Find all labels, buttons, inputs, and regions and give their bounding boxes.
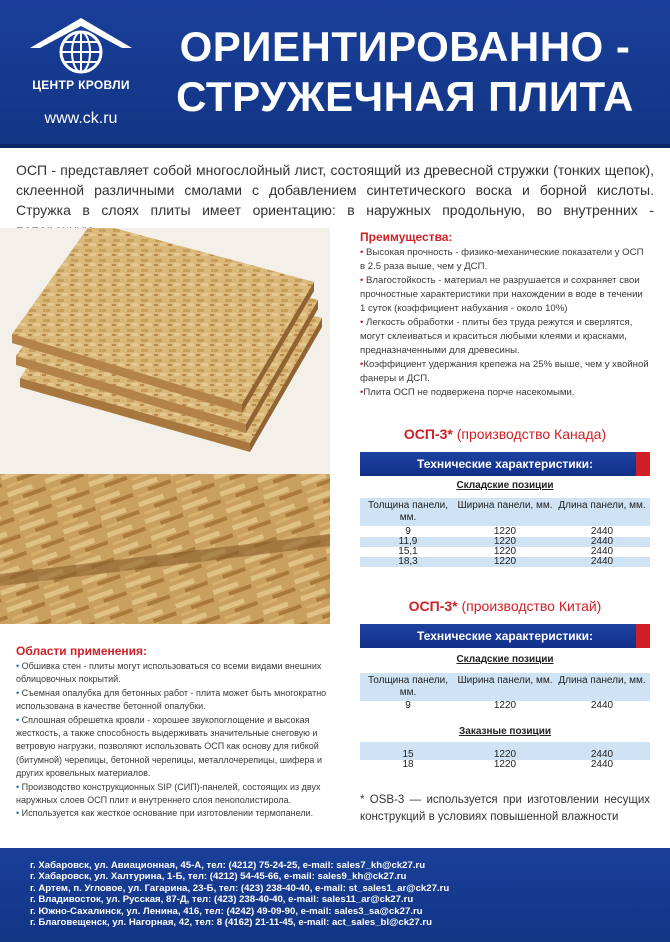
table-row: 9 1220 2440 xyxy=(405,526,614,537)
table-row: 11,9 1220 2440 xyxy=(360,537,650,547)
advantage-item: •Плита ОСП не подвержена порче насекомыми. xyxy=(360,387,575,398)
title-line-1: ОРИЕНТИРОВАННО - xyxy=(179,23,631,70)
china-table xyxy=(360,701,650,711)
advantage-item: • Влагостойкость - материал не разрушается и сохраняет свои прочностные характеристики при нахождении в воде в течении 1 суток (коэффициент набухания - около 10%) xyxy=(360,275,643,314)
table-row: 18,3 1220 2440 xyxy=(360,557,650,567)
logo-name: ЦЕНТР КРОВЛИ xyxy=(32,78,130,92)
osb-boards-photo xyxy=(0,228,330,474)
contact-line: г. Благовещенск, ул. Нагорная, 42, тел: 8 (4162) 21-11-45, e-mail: act_sales_bl@ck27.ru xyxy=(30,917,432,929)
contact-line: г. Хабаровск, ул. Халтурина, 1-Б, тел: (4212) 54-45-66, e-mail: sales9_kh@ck27.ru xyxy=(30,871,407,883)
table-row: 18 1220 2440 xyxy=(402,759,614,770)
contact-line: г. Владивосток, ул. Русская, 87-Д, тел: (423) 238-40-40, e-mail: sales11_ar@ck27.ru xyxy=(30,894,414,906)
table-row: 9 1220 2440 xyxy=(405,700,614,711)
application-item: • Обшивка стен - плиты могут использоваться со всеми видами внешних облицовочных покрытий. xyxy=(16,661,322,685)
globe-roof-icon xyxy=(22,14,140,84)
china-title: ОСП-3* (производство Китай) xyxy=(408,598,602,614)
canada-stock-label: Складские позиции xyxy=(456,480,554,491)
contact-line: г. Южно-Сахалинск, ул. Ленина, 416, тел: (4242) 49-09-90, e-mail: sales3_sa@ck27.ru xyxy=(30,905,423,917)
intro-text: ОСП - представляет собой многослойный лист, состоящий из древесной стружки (тонких щепок), склеенной различными смолами с добавлением синтетического воска и борной кислоты. Стружка в слоях плиты имеет ориентацию: в наружных продольную, во внутренних - xyxy=(16,162,654,218)
osb-texture-photo xyxy=(0,474,330,624)
page-title xyxy=(150,22,660,122)
website-link[interactable]: www.ck.ru xyxy=(44,110,118,127)
table-row: 15,1 1220 2440 xyxy=(398,546,614,557)
contact-line: г. Артем, п. Угловое, ул. Гагарина, 23-Б, тел: (423) 238-40-40, e-mail: st_sales1_ar@ck27.ru xyxy=(30,882,450,894)
advantage-item: • Высокая прочность - физико-механические показатели у ОСП в 2.5 раза выше, чем у ДСП. xyxy=(360,247,644,272)
china-tech-bar: Технические характеристики: xyxy=(360,624,650,648)
application-item: • Производство конструкционных SIP (СИП)-панелей, состоящих из двух наружных слоев ОСП плит и внутреннего слоя пенополистирола. xyxy=(16,781,321,806)
logo[interactable] xyxy=(22,14,140,132)
advantages-title: Преимущества: xyxy=(360,230,453,244)
canada-title: ОСП-3* (производство Канада) xyxy=(403,426,607,442)
china-order-table xyxy=(360,750,650,770)
advantages-section xyxy=(360,230,650,400)
table-row: 15 1220 2440 xyxy=(360,750,650,760)
application-item: • Съемная опалубка для бетонных работ - плита может быть многократно использована в качестве бетонной опалубки. xyxy=(16,687,327,712)
header xyxy=(0,0,670,148)
china-table-header: Толщина панели, мм. Ширина панели, мм. Длина панели, мм. xyxy=(360,673,650,701)
advantage-item: •Коэффициент удержания крепежа на 25% выше, чем у хвойной фанеры и ДСП. xyxy=(360,359,649,384)
advantage-item: • Легкость обработки - плиты без труда режутся и сверлятся, могут склеиваться и краситься любыми клеями и красками, предназначенными для древесины. xyxy=(360,317,633,356)
canada-table-header: Толщина панели, мм. Ширина панели, мм. Длина панели, мм. xyxy=(360,498,650,526)
china-stock-label: Складские позиции xyxy=(456,654,554,665)
applications-section xyxy=(16,644,334,821)
china-order-label: Заказные позиции xyxy=(459,726,551,737)
title-line-2: СТРУЖЕЧНАЯ ПЛИТА xyxy=(176,73,634,120)
osb3-footnote: * OSB-3 — используется при изготовлении несущих конструкций в условиях повышенной влажности xyxy=(360,794,650,823)
application-item: • Сплошная обрешетка кровли - хорошее звукопоглощение и высокая жесткость, а также способность выдерживать значительные снеговую и ветровую нагрузки, позволяют использовать ОСП как основу для гибкой (битумной) черепицы, бетонной черепицы, металлочерепицы, шифера и других кровельных материалов. xyxy=(16,714,322,779)
applications-title: Области применения: xyxy=(16,644,148,658)
canada-table xyxy=(360,527,650,567)
footer-contacts xyxy=(0,848,670,942)
application-item: • Используется как жесткое основание при изготовлении термопанели. xyxy=(16,808,314,819)
canada-tech-bar: Технические характеристики: xyxy=(360,452,650,476)
contact-line: г. Хабаровск, ул. Авиационная, 45-А, тел: (4212) 75-24-25, e-mail: sales7_kh@ck27.ru xyxy=(30,860,426,871)
